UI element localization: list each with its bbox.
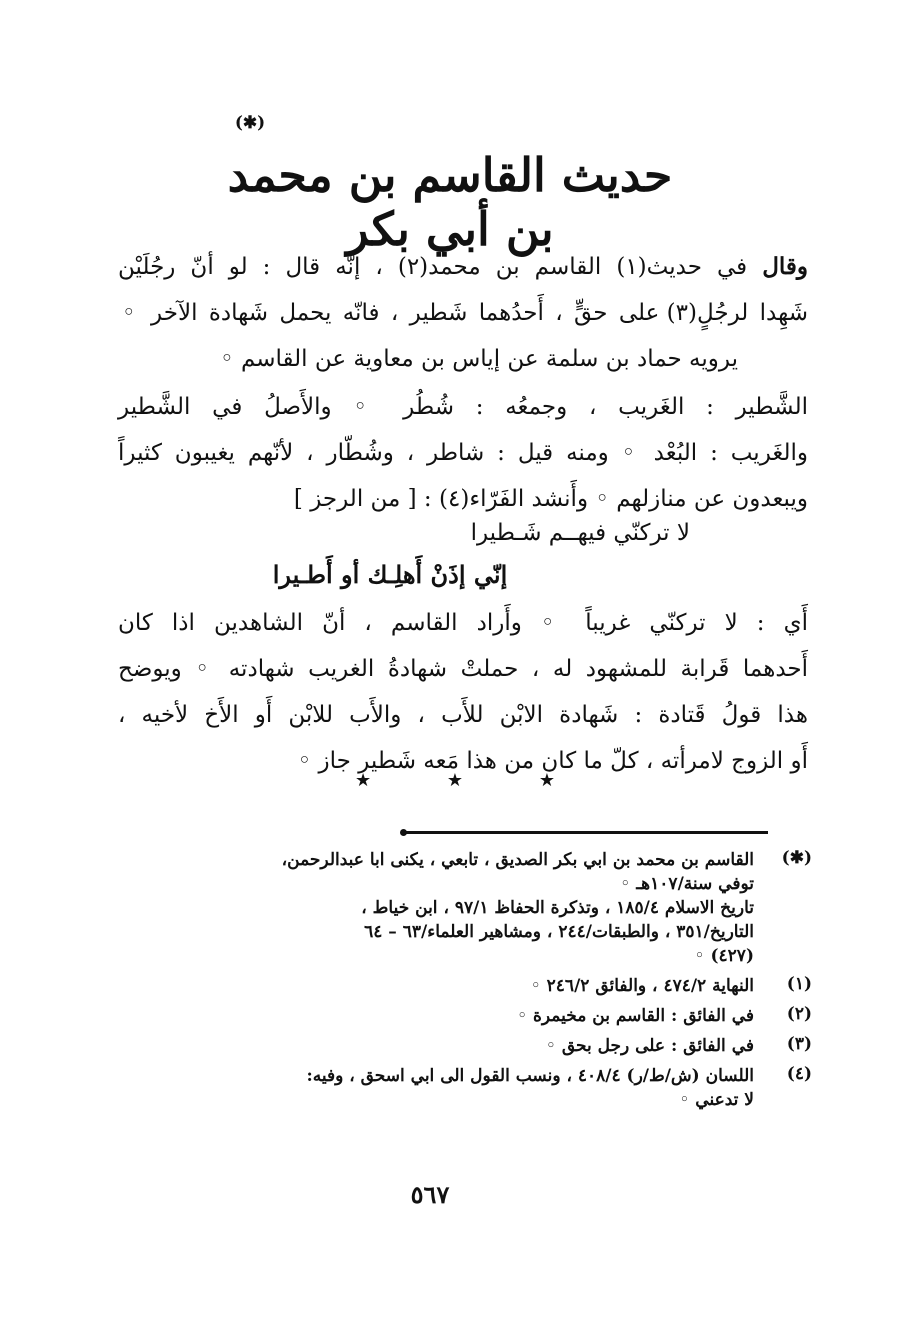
footnote bbox=[112, 1004, 812, 1028]
verse-line-1: لا تركنّي فيهــم شَـطيرا bbox=[470, 520, 690, 546]
footnote-body bbox=[112, 848, 754, 968]
footnote-body bbox=[112, 974, 754, 998]
footnote bbox=[112, 974, 812, 998]
text-line: الشَّطير : الغَريب ، وجمعُه : شُطُر ◦ والأَصلُ في الشَّطير bbox=[118, 394, 808, 420]
text-line: ويبعدون عن منازلهم ◦ وأَنشد الفَرّاء(٤) : [ من الرجز ] bbox=[293, 486, 808, 512]
footnote-line: التاريخ/٣٥١ ، والطبقات/٢٤٤ ، ومشاهير العلماء/٦٣ – ٦٤ bbox=[364, 922, 754, 942]
text-line: أَحدهما قَرابة للمشهود له ، حملتْ شهادةُ الغريب شهادته ◦ ويوضح bbox=[118, 656, 808, 682]
footnote-number: (٣) bbox=[786, 1034, 812, 1054]
lead-word: وقال bbox=[762, 253, 809, 280]
paragraph-hadith bbox=[118, 244, 808, 382]
footnote-line: النهاية ٤٧٤/٢ ، والفائق ٢٤٦/٢ ◦ bbox=[530, 976, 754, 996]
footnote-number: (٤) bbox=[786, 1064, 812, 1084]
footnote-line: اللسان (ش/ط/ر) ٤٠٨/٤ ، ونسب القول الى ابي اسحق ، وفيه: bbox=[306, 1066, 754, 1086]
footnotes bbox=[112, 848, 812, 1118]
footnote bbox=[112, 1064, 812, 1112]
footnote-divider bbox=[404, 831, 768, 834]
paragraph-explanation bbox=[118, 384, 808, 522]
footnote-number: (✱) bbox=[781, 848, 812, 868]
footnote-line: في الفائق : على رجل بحق ◦ bbox=[545, 1036, 754, 1056]
footnote-line: تاريخ الاسلام ١٨٥/٤ ، وتذكرة الحفاظ ٩٧/١ ، ابن خياط ، bbox=[361, 898, 754, 918]
footnote bbox=[112, 848, 812, 968]
footnote-body bbox=[112, 1004, 754, 1028]
footnote bbox=[112, 1034, 812, 1058]
page-number: ٥٦٧ bbox=[410, 1180, 450, 1209]
section-separator bbox=[355, 770, 555, 791]
footnote-number: (٢) bbox=[786, 1004, 812, 1024]
paragraph-interpretation bbox=[118, 600, 808, 784]
star-icon: ★ bbox=[355, 770, 372, 791]
text-line-content: في حديث(١) القاسم بن محمد(٢) ، إنّه قال : لو أنّ رجُلَيْن bbox=[118, 254, 748, 280]
text-line: والغَريب : البُعْد ◦ ومنه قيل : شاطر ، وشُطّار ، لأنّهم يغيبون كثيراً bbox=[118, 440, 808, 466]
text-line: شَهِدا لرجُلٍ(٣) على حقٍّ ، أَحدُهما شَطير ، فانّه يحمل شَهادة الآخر ◦ bbox=[118, 300, 808, 326]
footnote-line: في الفائق : القاسم بن مخيمرة ◦ bbox=[517, 1006, 754, 1026]
star-icon: ★ bbox=[538, 770, 555, 791]
text-line: هذا قولُ قَتادة : شَهادة الابْن للأَب ، والأَب للابْن أَو الأَخ لأخيه ، bbox=[118, 702, 808, 728]
footnote-line: القاسم بن محمد بن ابي بكر الصديق ، تابعي ، يكنى ابا عبدالرحمن، bbox=[281, 850, 754, 870]
footnote-number: (١) bbox=[786, 974, 812, 994]
text-line: أَو الزوج لامرأته ، كلّ ما كان من هذا مَعه شَطير جاز ◦ bbox=[297, 748, 808, 774]
narration-line: يرويه حماد بن سلمة عن إياس بن معاوية عن القاسم ◦ bbox=[220, 346, 738, 372]
text-line: أَي : لا تركنّي غريباً ◦ وأَراد القاسم ، أنّ الشاهدين اذا كان bbox=[118, 610, 808, 636]
footnote-line: توفي سنة/١٠٧هـ ◦ bbox=[620, 874, 754, 894]
page-title: حديث القاسم بن محمد بن أبي بكر bbox=[227, 148, 673, 256]
verse-line-2: إنّي إذَنْ أَهلِـك أو أَطـيرا bbox=[272, 560, 508, 589]
star-icon: ★ bbox=[446, 770, 464, 791]
footnote-line: لا تدعني ◦ bbox=[679, 1090, 754, 1110]
footnote-line: (٤٢٧) ◦ bbox=[694, 946, 754, 966]
title-footnote-marker: (✱) bbox=[234, 113, 266, 133]
footnote-body bbox=[112, 1064, 754, 1112]
footnote-body bbox=[112, 1034, 754, 1058]
text-line bbox=[118, 244, 808, 290]
